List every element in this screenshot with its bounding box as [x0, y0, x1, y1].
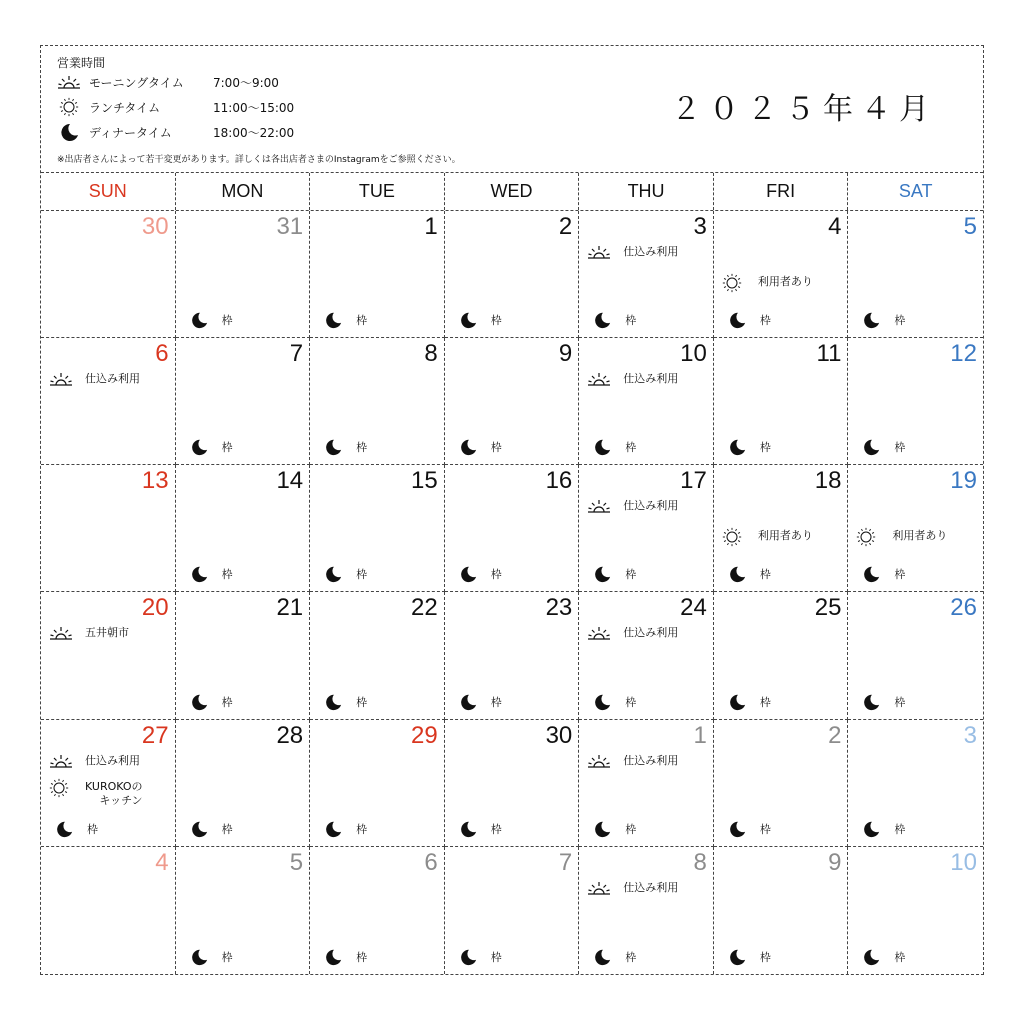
slot-text: 枠: [759, 950, 771, 964]
dinner-slot: [593, 693, 636, 711]
dinner-slot: [324, 693, 367, 711]
day-cell[interactable]: [445, 847, 580, 974]
day-cell[interactable]: [579, 847, 714, 974]
day-number: 1: [693, 721, 707, 749]
dinner-slot: [593, 948, 636, 966]
day-cell[interactable]: [41, 211, 176, 338]
hours-row: [57, 122, 294, 142]
weekday-thu: THU: [579, 173, 714, 210]
day-number: 30: [545, 721, 573, 749]
dinner-slot: [728, 438, 771, 456]
event-entry: [856, 527, 947, 545]
slot-text: 枠: [625, 441, 637, 455]
slot-text: 枠: [490, 568, 502, 582]
hours-time: 18:00〜22:00: [213, 125, 295, 140]
hours-name: ランチタイム: [89, 100, 161, 115]
dinner-slot: [190, 948, 233, 966]
event-entry: [49, 778, 143, 808]
day-cell[interactable]: [41, 592, 176, 719]
weekday-header-row: [41, 173, 983, 211]
slot-text: 枠: [759, 568, 771, 582]
dinner-slot: [459, 693, 502, 711]
moon-icon: [459, 693, 477, 711]
moon-icon: [190, 438, 208, 456]
day-number: 5: [289, 848, 304, 876]
day-number: 18: [814, 467, 842, 495]
slot-text: 枠: [221, 314, 233, 328]
slot-text: 枠: [894, 441, 906, 455]
slot-text: 枠: [490, 950, 502, 964]
event-entry: [722, 527, 813, 545]
sunrise-icon: [587, 370, 611, 388]
sunrise-icon: [587, 497, 611, 515]
day-number: 23: [545, 594, 573, 622]
slot-text: 枠: [894, 695, 906, 709]
day-number: 22: [411, 594, 438, 622]
day-number: 10: [680, 340, 707, 368]
weekday-wed: WED: [445, 173, 580, 210]
dinner-slot: [728, 565, 771, 583]
event-text: 仕込み利用: [623, 626, 679, 640]
calendar-grid: [41, 211, 983, 974]
day-number: 27: [141, 721, 169, 749]
day-cell[interactable]: [176, 592, 311, 719]
dinner-slot: [728, 311, 771, 329]
moon-icon: [728, 693, 746, 711]
day-number: 4: [828, 213, 842, 240]
day-number: 9: [558, 340, 573, 368]
event-entry: [587, 879, 678, 897]
sun-icon: [722, 273, 746, 291]
day-cell[interactable]: [848, 211, 983, 338]
moon-icon: [190, 565, 208, 583]
slot-text: 枠: [87, 822, 98, 836]
slot-text: 枠: [894, 822, 906, 836]
moon-icon: [459, 565, 477, 583]
weekday-tue: TUE: [310, 173, 445, 210]
day-number: 24: [680, 594, 707, 622]
slot-text: 枠: [759, 314, 771, 328]
event-text: 仕込み利用: [623, 372, 679, 386]
hours-time: 11:00〜15:00: [213, 100, 295, 115]
slot-text: 枠: [625, 695, 637, 709]
day-cell[interactable]: [714, 338, 849, 465]
day-cell[interactable]: [176, 847, 311, 974]
event-text: 仕込み利用: [623, 245, 679, 258]
day-cell[interactable]: [310, 847, 445, 974]
slot-text: 枠: [625, 950, 637, 964]
hours-row: [57, 97, 294, 117]
moon-icon: [57, 122, 81, 142]
hours-name: ディナータイム: [89, 125, 172, 140]
day-number: 6: [155, 340, 169, 368]
slot-text: 枠: [894, 314, 906, 328]
moon-icon: [728, 820, 746, 838]
day-cell[interactable]: [579, 592, 714, 719]
dinner-slot: [862, 820, 905, 838]
dinner-slot: [190, 438, 233, 456]
day-cell[interactable]: [310, 465, 445, 592]
dinner-slot: [593, 438, 636, 456]
moon-icon: [862, 693, 880, 711]
day-number: 3: [693, 213, 707, 240]
event-text: 仕込み利用: [623, 499, 679, 513]
day-cell[interactable]: [848, 720, 983, 847]
slot-text: 枠: [221, 568, 233, 582]
moon-icon: [593, 438, 611, 456]
day-cell[interactable]: [41, 720, 176, 847]
slot-text: 枠: [221, 441, 233, 455]
event-entry: [587, 752, 678, 770]
event-text: 利用者あり: [757, 275, 813, 288]
event-entry: [49, 370, 140, 388]
event-text: 仕込み利用: [85, 753, 140, 767]
sunrise-icon: [49, 752, 73, 770]
day-number: 6: [424, 848, 438, 876]
moon-icon: [728, 948, 746, 966]
moon-icon: [862, 948, 880, 966]
dinner-slot: [862, 311, 905, 329]
moon-icon: [862, 820, 880, 838]
month-title: ２０２５年４月: [671, 92, 937, 127]
day-cell[interactable]: [310, 720, 445, 847]
moon-icon: [593, 948, 611, 966]
day-cell[interactable]: [848, 465, 983, 592]
hours-time: 7:00〜9:00: [213, 75, 279, 90]
event-text: KUROKOの キッチン: [85, 779, 143, 807]
dinner-slot: [862, 693, 905, 711]
day-cell[interactable]: [41, 847, 176, 974]
dinner-slot: [593, 311, 636, 329]
day-number: 31: [276, 213, 304, 240]
moon-icon: [862, 438, 880, 456]
sun-icon: [57, 97, 81, 117]
hours-row: [57, 72, 279, 92]
dinner-slot: [728, 820, 771, 838]
day-number: 25: [814, 594, 842, 622]
slot-text: 枠: [356, 441, 368, 455]
day-cell[interactable]: [848, 338, 983, 465]
moon-icon: [324, 565, 342, 583]
day-cell[interactable]: [445, 211, 580, 338]
day-number: 2: [558, 213, 573, 240]
day-cell[interactable]: [176, 211, 311, 338]
day-cell[interactable]: [310, 338, 445, 465]
event-entry: [587, 624, 678, 642]
sunrise-icon: [49, 624, 73, 642]
dinner-slot: [459, 565, 502, 583]
day-number: 29: [411, 721, 438, 749]
dinner-slot: [190, 311, 233, 329]
day-number: 15: [411, 467, 438, 495]
slot-text: 枠: [221, 695, 233, 709]
dinner-slot: [190, 693, 233, 711]
moon-icon: [324, 438, 342, 456]
day-number: 3: [963, 721, 977, 749]
moon-icon: [55, 820, 73, 838]
sunrise-icon: [587, 624, 611, 642]
dinner-slot: [728, 948, 771, 966]
day-number: 7: [289, 340, 304, 368]
moon-icon: [593, 820, 611, 838]
sunrise-icon: [49, 370, 73, 388]
slot-text: 枠: [356, 950, 368, 964]
moon-icon: [190, 820, 208, 838]
dinner-slot: [862, 565, 905, 583]
sun-icon: [722, 527, 746, 545]
day-number: 20: [141, 594, 169, 622]
calendar-header: [41, 46, 983, 173]
slot-text: 枠: [894, 950, 906, 964]
moon-icon: [728, 311, 746, 329]
day-cell[interactable]: [445, 720, 580, 847]
day-cell[interactable]: [176, 465, 311, 592]
day-number: 7: [558, 848, 573, 876]
day-number: 12: [950, 340, 977, 368]
slot-text: 枠: [625, 568, 637, 582]
slot-text: 枠: [490, 314, 502, 328]
moon-icon: [324, 948, 342, 966]
sun-icon: [856, 527, 880, 545]
dinner-slot: [324, 311, 367, 329]
slot-text: 枠: [356, 822, 368, 836]
moon-icon: [459, 438, 477, 456]
moon-icon: [190, 693, 208, 711]
hours-title: 営業時間: [57, 56, 106, 70]
event-entry: [49, 624, 129, 642]
event-entry: [587, 370, 678, 388]
slot-text: 枠: [221, 822, 233, 836]
day-number: 5: [963, 213, 977, 240]
slot-text: 枠: [356, 568, 368, 582]
day-cell[interactable]: [579, 720, 714, 847]
slot-text: 枠: [490, 441, 502, 455]
day-number: 26: [950, 594, 977, 622]
day-cell[interactable]: [445, 465, 580, 592]
moon-icon: [459, 948, 477, 966]
day-cell[interactable]: [848, 847, 983, 974]
dinner-slot: [862, 438, 905, 456]
dinner-slot: [190, 820, 233, 838]
day-cell[interactable]: [579, 211, 714, 338]
moon-icon: [324, 820, 342, 838]
dinner-slot: [728, 693, 771, 711]
day-number: 9: [828, 848, 842, 876]
event-entry: [587, 243, 678, 261]
dinner-slot: [324, 565, 367, 583]
dinner-slot: [324, 820, 367, 838]
day-number: 13: [141, 467, 169, 495]
dinner-slot: [593, 565, 636, 583]
dinner-slot: [459, 311, 502, 329]
day-cell[interactable]: [714, 720, 849, 847]
moon-icon: [190, 948, 208, 966]
moon-icon: [862, 565, 880, 583]
day-number: 14: [276, 467, 304, 495]
event-entry: [722, 273, 813, 291]
event-text: 五井朝市: [85, 626, 129, 640]
sunrise-icon: [587, 879, 611, 897]
day-number: 17: [680, 467, 707, 495]
sunrise-icon: [587, 243, 611, 261]
dinner-slot: [459, 438, 502, 456]
day-number: 2: [828, 721, 842, 749]
slot-text: 枠: [625, 822, 637, 836]
weekday-mon: MON: [176, 173, 311, 210]
event-text: 利用者あり: [892, 529, 948, 543]
slot-text: 枠: [759, 441, 771, 455]
dinner-slot: [190, 565, 233, 583]
slot-text: 枠: [759, 695, 771, 709]
day-cell[interactable]: [579, 465, 714, 592]
moon-icon: [324, 311, 342, 329]
moon-icon: [593, 311, 611, 329]
moon-icon: [459, 311, 477, 329]
slot-text: 枠: [490, 695, 502, 709]
day-number: 1: [424, 213, 438, 240]
weekday-sun: SUN: [41, 173, 176, 210]
note-text: ※出店者さんによって若干変更があります。詳しくは各出店者さまのInstagramをご参照ください。: [57, 155, 461, 165]
day-cell[interactable]: [445, 592, 580, 719]
day-cell[interactable]: [176, 720, 311, 847]
day-number: 19: [950, 467, 977, 495]
slot-text: 枠: [625, 314, 637, 328]
day-number: 11: [816, 340, 842, 368]
moon-icon: [593, 693, 611, 711]
day-cell[interactable]: [310, 211, 445, 338]
weekday-sat: SAT: [898, 181, 933, 201]
day-number: 4: [155, 848, 169, 876]
moon-icon: [459, 820, 477, 838]
moon-icon: [190, 311, 208, 329]
slot-text: 枠: [221, 950, 233, 964]
slot-text: 枠: [894, 568, 906, 582]
sun-icon: [49, 778, 73, 796]
day-number: 16: [545, 467, 573, 495]
day-number: 10: [950, 848, 977, 876]
event-text: 仕込み利用: [623, 753, 679, 767]
day-cell[interactable]: [714, 592, 849, 719]
sunrise-icon: [587, 752, 611, 770]
weekday-fri: FRI: [714, 173, 849, 210]
dinner-slot: [459, 948, 502, 966]
day-number: 28: [276, 721, 304, 749]
day-number: 30: [141, 213, 169, 240]
day-number: 21: [276, 594, 304, 622]
day-cell[interactable]: [176, 338, 311, 465]
moon-icon: [593, 565, 611, 583]
event-entry: [49, 752, 140, 770]
dinner-slot: [862, 948, 905, 966]
event-text: 利用者あり: [757, 529, 813, 543]
hours-name: モーニングタイム: [89, 75, 184, 90]
day-cell[interactable]: [445, 338, 580, 465]
calendar: [40, 45, 984, 975]
moon-icon: [728, 438, 746, 456]
moon-icon: [728, 565, 746, 583]
moon-icon: [862, 311, 880, 329]
day-cell[interactable]: [579, 338, 714, 465]
event-text: 仕込み利用: [623, 880, 679, 894]
slot-text: 枠: [356, 314, 368, 328]
slot-text: 枠: [356, 695, 368, 709]
event-entry: [587, 497, 678, 515]
slot-text: 枠: [490, 822, 502, 836]
day-cell[interactable]: [714, 847, 849, 974]
dinner-slot: [459, 820, 502, 838]
event-text: 仕込み利用: [85, 372, 140, 386]
dinner-slot: [593, 820, 636, 838]
day-cell[interactable]: [848, 592, 983, 719]
moon-icon: [324, 693, 342, 711]
day-cell[interactable]: [714, 465, 849, 592]
day-cell[interactable]: [310, 592, 445, 719]
sunrise-icon: [57, 72, 81, 92]
day-cell[interactable]: [41, 338, 176, 465]
day-number: 8: [424, 340, 438, 368]
slot-text: 枠: [759, 822, 771, 836]
dinner-slot: [324, 948, 367, 966]
day-cell[interactable]: [714, 211, 849, 338]
day-number: 8: [693, 848, 707, 876]
day-cell[interactable]: [41, 465, 176, 592]
dinner-slot: [324, 438, 367, 456]
dinner-slot: [55, 820, 98, 838]
